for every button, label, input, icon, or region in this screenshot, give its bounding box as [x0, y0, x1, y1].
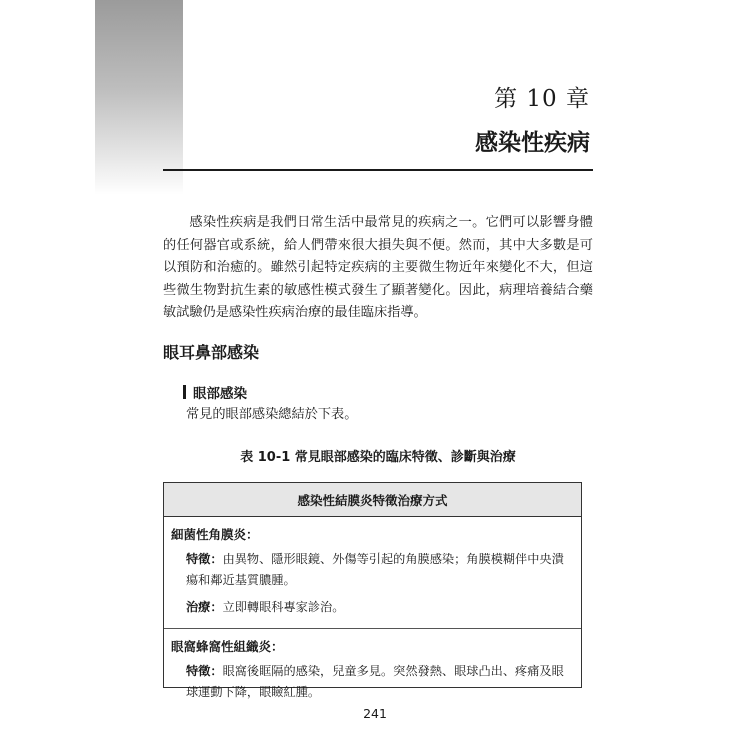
features-text: 由異物、隱形眼鏡、外傷等引起的角膜感染；角膜模糊伴中央潰瘍和鄰近基質膿腫。 — [186, 552, 564, 587]
features-text: 眼窩後眶隔的感染，兒童多見。突然發熱、眼球凸出、疼痛及眼球運動下降，眼瞼紅腫。 — [186, 664, 564, 699]
subsection-heading-text: 眼部感染 — [193, 386, 247, 402]
table-row-title: 細菌性角膜炎： — [171, 527, 259, 542]
table-row-features — [164, 661, 581, 703]
table-row-features — [164, 549, 581, 591]
subsection-heading — [183, 382, 247, 402]
treatment-text: 立即轉眼科專家診治。 — [222, 600, 345, 614]
infection-table — [163, 482, 582, 699]
table-header: 感染性結膜炎特徵治療方式 — [164, 483, 581, 517]
table-row-treatment — [164, 597, 581, 618]
chapter-title: 感染性疾病 — [475, 130, 590, 156]
decorative-side-band — [95, 0, 183, 195]
title-divider — [163, 169, 593, 171]
section-heading: 眼耳鼻部感染 — [163, 343, 260, 362]
page-number: 241 — [363, 706, 387, 721]
treatment-label: 治療： — [186, 600, 223, 614]
features-label: 特徵： — [186, 664, 223, 678]
table-row-title: 眼窩蜂窩性組織炎： — [171, 639, 284, 654]
table-caption: 表 10-1 常見眼部感染的臨床特徵、診斷與治療 — [240, 450, 516, 465]
bar-marker-icon — [183, 385, 186, 399]
chapter-number: 第 10 章 — [494, 86, 590, 112]
features-label: 特徵： — [186, 552, 223, 566]
intro-paragraph: 感染性疾病是我們日常生活中最常見的疾病之一。它們可以影響身體的任何器官或系統，給人們帶來很大損失與不便。然而，其中大多數是可以預防和治癒的。雖然引起特定疾病的主要微生物近年來變化不大，但這些微生物對抗生素的敏感性模式發生了顯著變化。因此，病理培養結合藥敏試驗仍是感染性疾病治療的最佳臨床指導。 — [163, 215, 593, 320]
subsection-text: 常見的眼部感染總結於下表。 — [186, 407, 358, 422]
